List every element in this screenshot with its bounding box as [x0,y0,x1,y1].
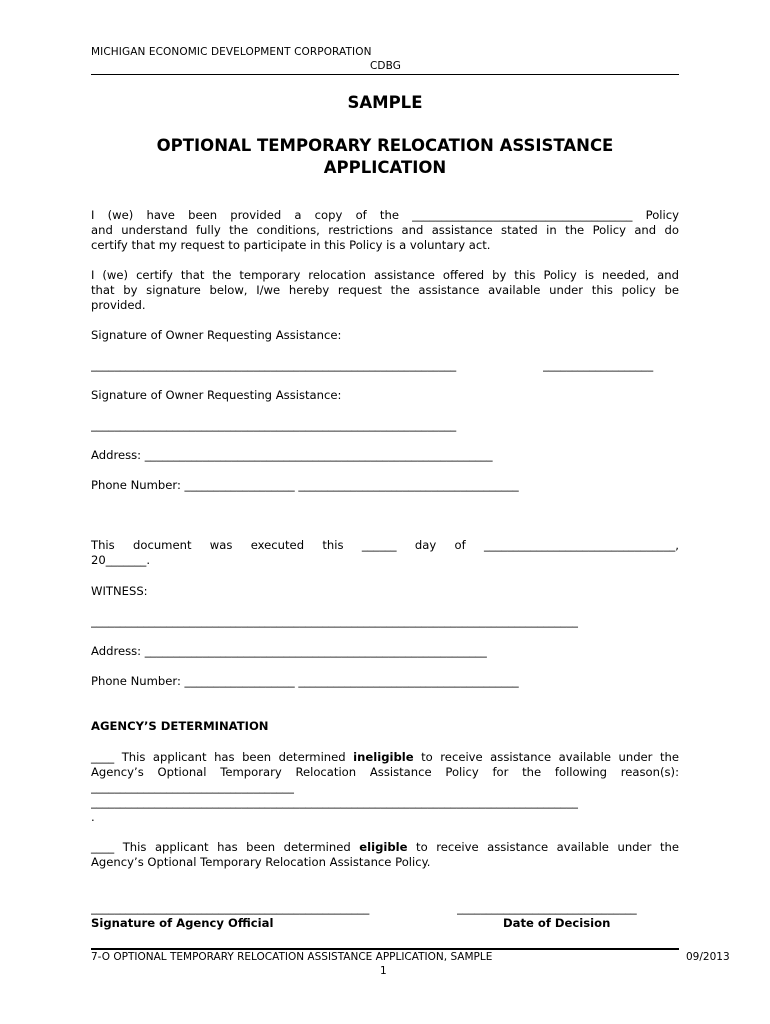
footer-document-title: 7-O OPTIONAL TEMPORARY RELOCATION ASSISTANCE APPLICATION, SAMPLE [91,951,493,963]
ineligible-line-1[interactable] [91,750,679,765]
decision-date-caption: Date of Decision [503,916,611,930]
owner-signature-field-2[interactable]: _______________________________________________________________ [91,418,457,432]
eligible-line-1[interactable] [91,840,679,855]
executed-line-2[interactable]: 20_______. [91,553,151,567]
header-program: CDBG [370,60,401,72]
executed-line-1[interactable]: This document was executed this ______ day of _________________________________, [91,538,679,552]
paragraph-1-line-1: I (we) have been provided a copy of the ______________________________________ Policy [91,208,679,222]
eligible-prefix: ____ This applicant has been determined [91,840,360,854]
footer-date: 09/2013 [686,951,730,963]
ineligible-reason-end: . [91,810,95,824]
ineligible-word: ineligible [353,750,414,764]
header-org: MICHIGAN ECONOMIC DEVELOPMENT CORPORATION [91,46,372,58]
decision-date-field[interactable]: _______________________________ [457,901,637,915]
page-number: 1 [380,965,387,977]
address-field-1[interactable]: Address: ____________________________________________________________ [91,448,493,462]
header-rule [91,74,679,75]
address-field-2[interactable]: Address: ___________________________________________________________ [91,644,487,658]
ineligible-reason-field-1[interactable]: ___________________________________ [91,780,294,794]
eligible-line-2: Agency’s Optional Temporary Relocation Assistance Policy. [91,855,431,869]
witness-signature-field[interactable]: ____________________________________________________________________________________ [91,614,578,628]
agency-determination-heading: AGENCY’S DETERMINATION [91,719,269,733]
owner-signature-label-2: Signature of Owner Requesting Assistance: [91,388,342,402]
paragraph-2-line-2: that by signature below, I/we hereby request the assistance available under this policy be [91,283,679,297]
witness-label: WITNESS: [91,584,148,598]
paragraph-2-line-1: I (we) certify that the temporary relocation assistance offered by this Policy is needed, and [91,268,679,282]
paragraph-1-line-2: and understand fully the conditions, restrictions and assistance stated in the Policy and do [91,223,679,237]
paragraph-2-line-3: provided. [91,298,146,312]
owner-signature-date-field-1[interactable]: ___________________ [543,358,654,372]
agency-official-signature-field[interactable]: ________________________________________________ [91,901,370,915]
page-title-line1: OPTIONAL TEMPORARY RELOCATION ASSISTANCE [156,136,614,155]
agency-official-signature-caption: Signature of Agency Official [91,916,274,930]
footer-rule [91,948,679,950]
phone-field-1[interactable]: Phone Number: ___________________ ______________________________________ [91,478,519,492]
ineligible-line-2: Agency’s Optional Temporary Relocation Assistance Policy for the following reason(s): [91,765,679,779]
ineligible-prefix: ____ This applicant has been determined [91,750,354,764]
phone-field-2[interactable]: Phone Number: ___________________ ______________________________________ [91,674,519,688]
sample-title: SAMPLE [347,93,423,112]
ineligible-suffix: to receive assistance available under the [413,750,679,764]
eligible-word: eligible [359,840,408,854]
owner-signature-label-1: Signature of Owner Requesting Assistance: [91,328,342,342]
paragraph-1-line-3: certify that my request to participate in this Policy is a voluntary act. [91,238,491,252]
owner-signature-field-1[interactable]: _______________________________________________________________ [91,358,457,372]
page-title-line2: APPLICATION [323,158,447,177]
ineligible-reason-field-2[interactable]: ____________________________________________________________________________________ [91,795,578,809]
eligible-suffix: to receive assistance available under the [407,840,679,854]
